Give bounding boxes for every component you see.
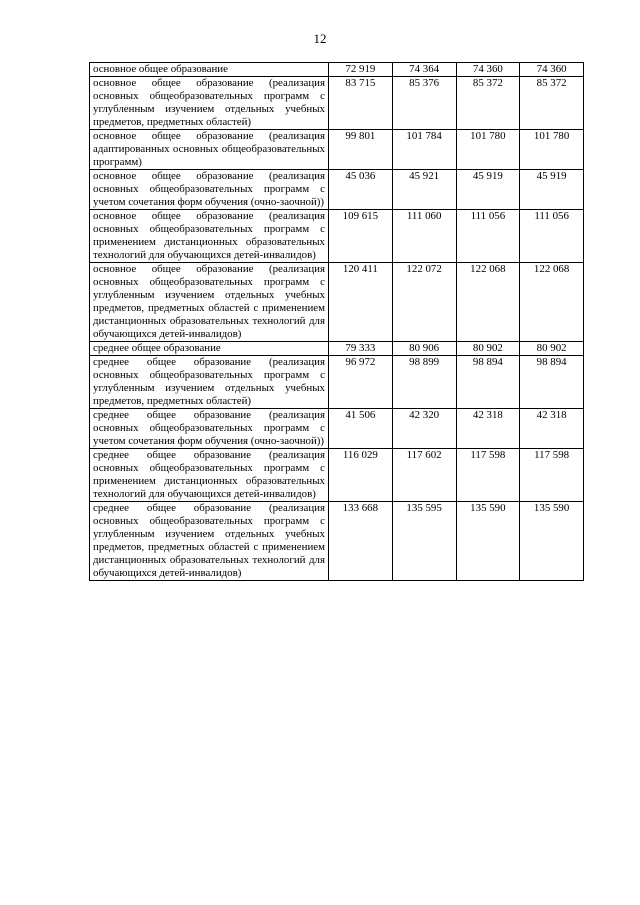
- table-row: [90, 502, 584, 581]
- row-value: 117 598: [520, 449, 584, 502]
- row-value: 122 068: [456, 263, 520, 342]
- row-value: 109 615: [329, 210, 393, 263]
- table-row: [90, 130, 584, 170]
- row-description: среднее общее образование (реализация основных общеобразовательных программ с применением дистанционных образовательных технологий для обучающихся детей-инвалидов): [90, 449, 329, 502]
- table-row: [90, 449, 584, 502]
- row-value: 116 029: [329, 449, 393, 502]
- row-value: 41 506: [329, 409, 393, 449]
- row-value: 111 056: [520, 210, 584, 263]
- table-row: [90, 356, 584, 409]
- table-row: [90, 170, 584, 210]
- row-description: основное общее образование (реализация основных общеобразовательных программ с углубленным изучением отдельных учебных предметов, предметных областей): [90, 77, 329, 130]
- row-value: 85 372: [520, 77, 584, 130]
- row-value: 135 595: [392, 502, 456, 581]
- table-row: [90, 63, 584, 77]
- row-value: 98 894: [520, 356, 584, 409]
- table-row: [90, 77, 584, 130]
- row-value: 122 068: [520, 263, 584, 342]
- row-value: 120 411: [329, 263, 393, 342]
- row-value: 98 899: [392, 356, 456, 409]
- row-value: 122 072: [392, 263, 456, 342]
- row-value: 45 919: [520, 170, 584, 210]
- row-value: 42 318: [520, 409, 584, 449]
- row-value: 117 598: [456, 449, 520, 502]
- page-number: 12: [313, 31, 327, 46]
- row-value: 83 715: [329, 77, 393, 130]
- table-row: [90, 263, 584, 342]
- row-value: 79 333: [329, 342, 393, 356]
- row-value: 74 360: [456, 63, 520, 77]
- row-description: основное общее образование (реализация основных общеобразовательных программ с применением дистанционных образовательных технологий для обучающихся детей-инвалидов): [90, 210, 329, 263]
- table-row: [90, 342, 584, 356]
- row-value: 111 060: [392, 210, 456, 263]
- row-value: 74 364: [392, 63, 456, 77]
- row-value: 80 902: [520, 342, 584, 356]
- row-value: 101 784: [392, 130, 456, 170]
- row-value: 85 372: [456, 77, 520, 130]
- row-value: 135 590: [456, 502, 520, 581]
- row-description: основное общее образование (реализация основных общеобразовательных программ с учетом сочетания форм обучения (очно-заочной)): [90, 170, 329, 210]
- table-row: [90, 409, 584, 449]
- row-value: 111 056: [456, 210, 520, 263]
- row-value: 117 602: [392, 449, 456, 502]
- row-description: основное общее образование (реализация основных общеобразовательных программ с углубленным изучением отдельных учебных предметов, предметных областей с применением дистанционных образовательных технологий для обучающихся детей-инвалидов): [90, 263, 329, 342]
- row-description: среднее общее образование: [90, 342, 329, 356]
- row-value: 45 919: [456, 170, 520, 210]
- row-description: среднее общее образование (реализация основных общеобразовательных программ с углубленным изучением отдельных учебных предметов, предметных областей с применением дистанционных образовательных технологий для обучающихся детей-инвалидов): [90, 502, 329, 581]
- row-value: 85 376: [392, 77, 456, 130]
- row-value: 99 801: [329, 130, 393, 170]
- row-value: 42 318: [456, 409, 520, 449]
- row-description: среднее общее образование (реализация основных общеобразовательных программ с углубленным изучением отдельных учебных предметов, предметных областей): [90, 356, 329, 409]
- row-value: 74 360: [520, 63, 584, 77]
- row-value: 42 320: [392, 409, 456, 449]
- row-description: основное общее образование (реализация адаптированных основных общеобразовательных программ): [90, 130, 329, 170]
- row-value: 96 972: [329, 356, 393, 409]
- row-value: 80 902: [456, 342, 520, 356]
- funding-table: [89, 62, 584, 581]
- row-value: 135 590: [520, 502, 584, 581]
- row-value: 133 668: [329, 502, 393, 581]
- row-value: 72 919: [329, 63, 393, 77]
- row-value: 101 780: [456, 130, 520, 170]
- row-value: 45 036: [329, 170, 393, 210]
- row-value: 80 906: [392, 342, 456, 356]
- row-description: основное общее образование: [90, 63, 329, 77]
- row-value: 45 921: [392, 170, 456, 210]
- row-value: 101 780: [520, 130, 584, 170]
- row-value: 98 894: [456, 356, 520, 409]
- row-description: среднее общее образование (реализация основных общеобразовательных программ с учетом сочетания форм обучения (очно-заочной)): [90, 409, 329, 449]
- table-row: [90, 210, 584, 263]
